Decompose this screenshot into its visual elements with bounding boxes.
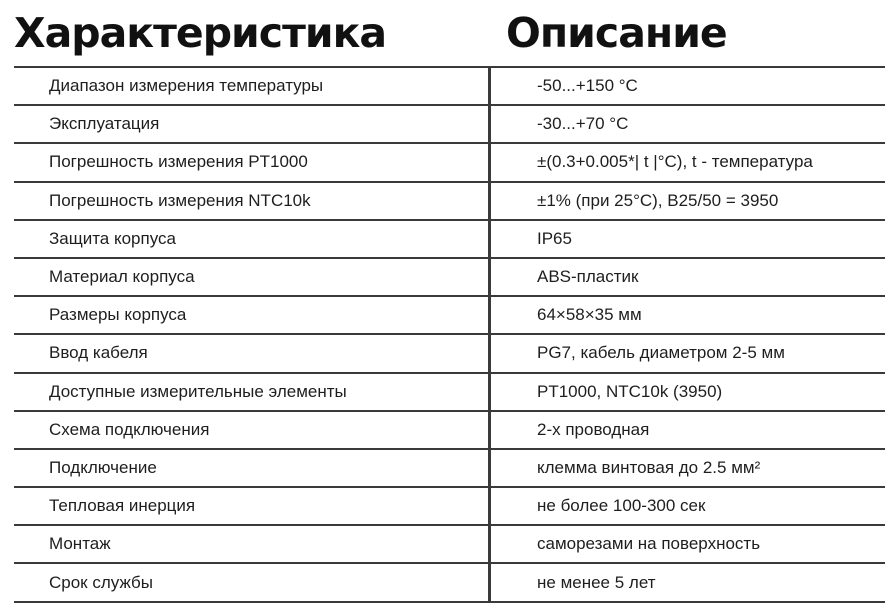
row-name: Погрешность измерения PT1000 bbox=[49, 152, 308, 172]
row-name: Монтаж bbox=[49, 534, 111, 554]
row-name: Эксплуатация bbox=[49, 114, 160, 134]
table-row bbox=[14, 450, 885, 488]
table-row bbox=[14, 106, 885, 144]
row-name: Доступные измерительные элементы bbox=[49, 381, 347, 401]
row-name: Ввод кабеля bbox=[49, 343, 148, 363]
table-row bbox=[14, 335, 885, 373]
table-row bbox=[14, 412, 885, 450]
specifications-table bbox=[14, 66, 885, 603]
table-row bbox=[14, 221, 885, 259]
table-row bbox=[14, 183, 885, 221]
row-name: Защита корпуса bbox=[49, 228, 176, 248]
row-name: Подключение bbox=[49, 457, 157, 477]
table-row bbox=[14, 488, 885, 526]
row-value: IP65 bbox=[537, 228, 572, 248]
row-name: Диапазон измерения температуры bbox=[49, 76, 324, 96]
table-row bbox=[14, 68, 885, 106]
table-row bbox=[14, 374, 885, 412]
row-value: PG7, кабель диаметром 2-5 мм bbox=[537, 343, 785, 363]
row-value: не менее 5 лет bbox=[537, 572, 656, 592]
row-name: Материал корпуса bbox=[49, 267, 195, 287]
table-row bbox=[14, 259, 885, 297]
row-value: ABS-пластик bbox=[537, 267, 639, 287]
table-row bbox=[14, 144, 885, 182]
row-name: Размеры корпуса bbox=[49, 305, 187, 325]
row-name: Тепловая инерция bbox=[49, 496, 196, 516]
row-name: Схема подключения bbox=[49, 419, 210, 439]
row-value: клемма винтовая до 2.5 мм² bbox=[537, 457, 761, 477]
row-value: саморезами на поверхность bbox=[537, 534, 761, 554]
row-value: 2-х проводная bbox=[537, 419, 650, 439]
row-value: 64×58×35 мм bbox=[537, 305, 642, 325]
table-row bbox=[14, 297, 885, 335]
row-name: Срок службы bbox=[49, 572, 153, 592]
column-header-characteristic: Характеристика bbox=[14, 9, 387, 57]
row-name: Погрешность измерения NTC10k bbox=[49, 190, 311, 210]
row-value: PT1000, NTC10k (3950) bbox=[537, 381, 723, 401]
row-value: ±(0.3+0.005*| t |°C), t - температура bbox=[537, 152, 813, 172]
row-value: не более 100-300 сек bbox=[537, 496, 706, 516]
column-divider bbox=[488, 66, 491, 603]
column-header-description: Описание bbox=[506, 9, 727, 57]
table-row bbox=[14, 564, 885, 602]
table-header bbox=[0, 0, 885, 66]
row-value: -50...+150 °C bbox=[537, 76, 638, 96]
table-row bbox=[14, 526, 885, 564]
row-value: ±1% (при 25°C), B25/50 = 3950 bbox=[537, 190, 779, 210]
row-value: -30...+70 °C bbox=[537, 114, 629, 134]
